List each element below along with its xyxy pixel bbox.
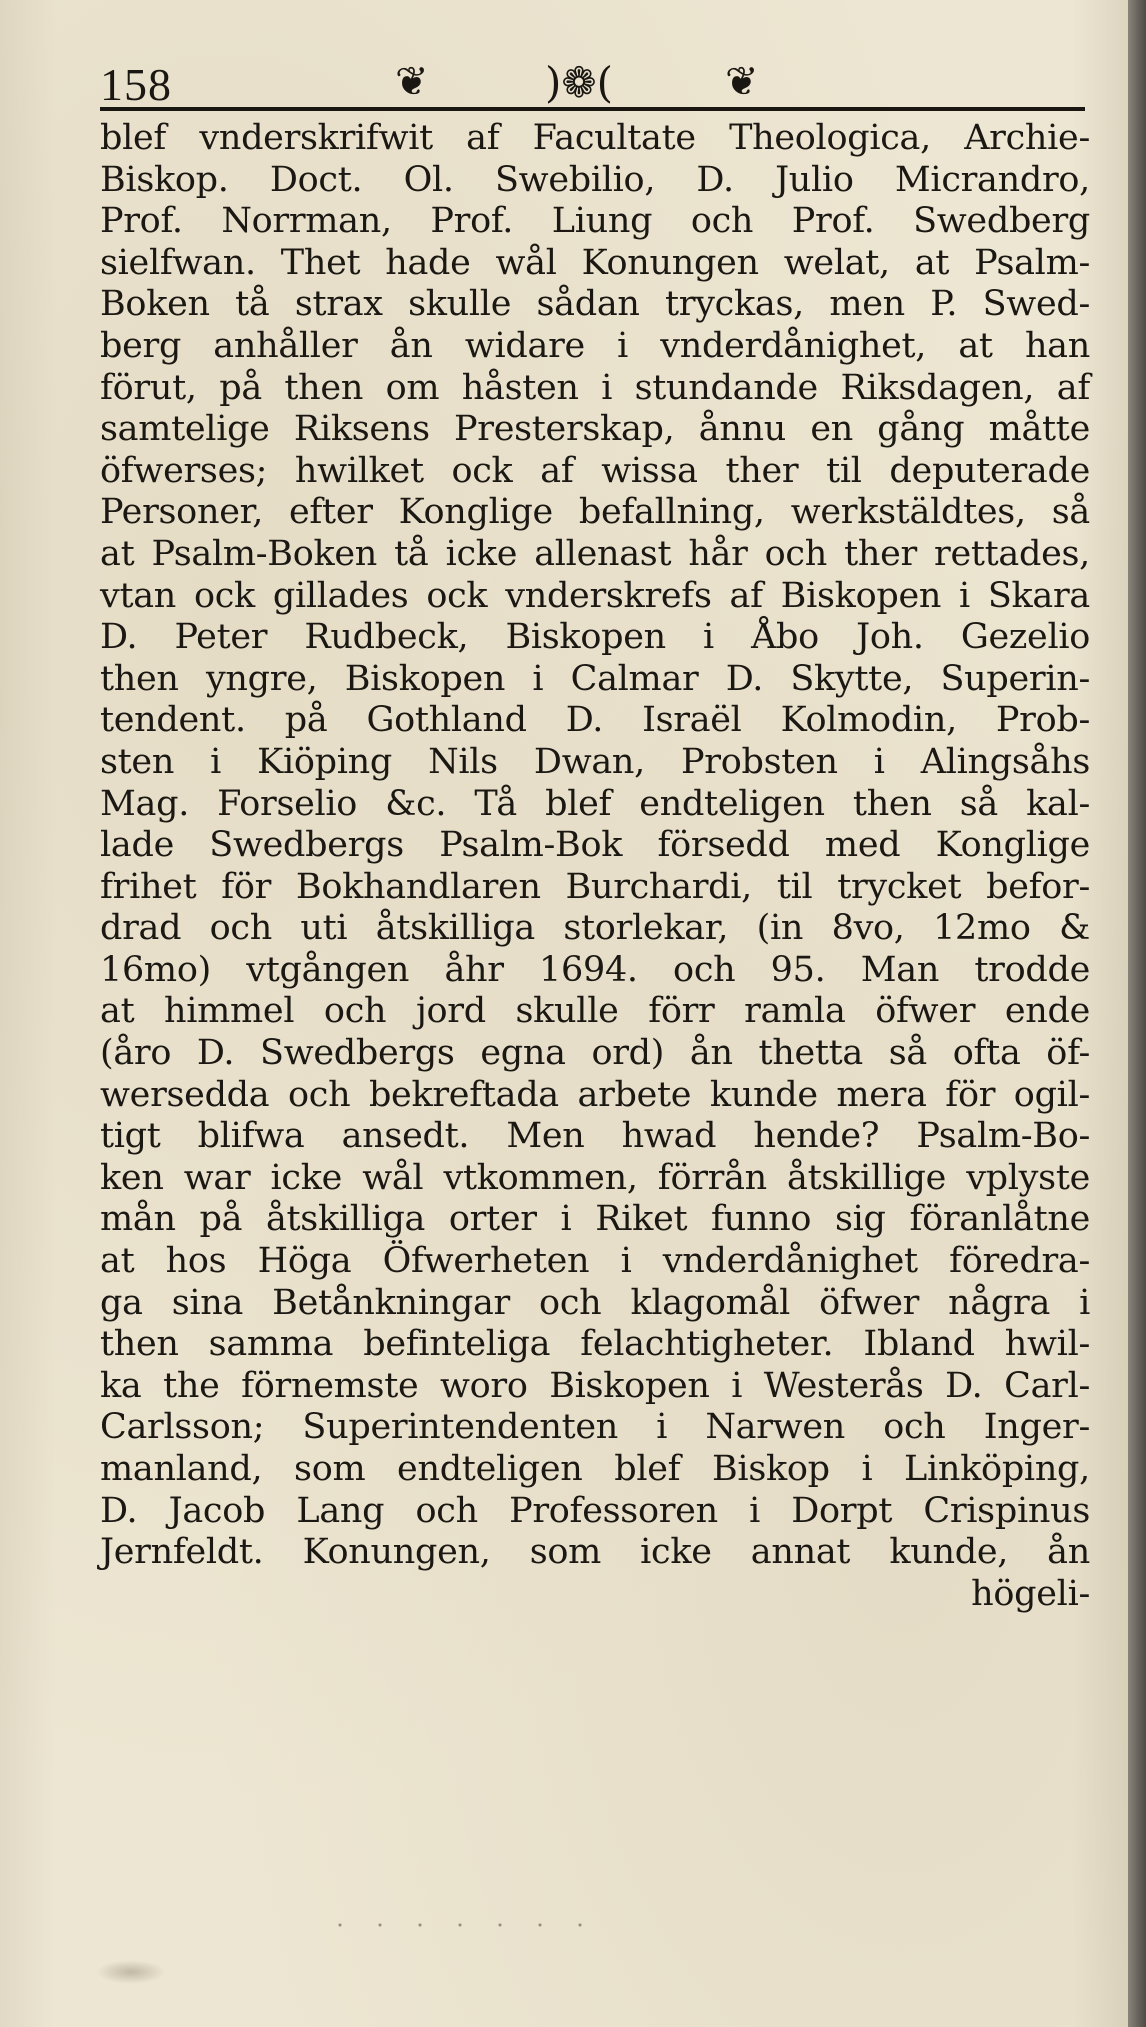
- text-line: at hos Höga Öfwerheten i vnderdånighet föredra-: [100, 1241, 1090, 1282]
- text-line: Boken tå strax skulle sådan tryckas, men P. Swed-: [100, 284, 1090, 325]
- text-line: then yngre, Biskopen i Calmar D. Skytte, Superin-: [100, 658, 1090, 699]
- ink-smudge: [96, 1960, 166, 1984]
- text-line: Carlsson; Superintendenten i Narwen och Inger-: [100, 1407, 1090, 1448]
- text-line: D. Jacob Lang och Professoren i Dorpt Crispinus: [100, 1490, 1090, 1531]
- text-line: lade Swedbergs Psalm-Bok försedd med Konglige: [100, 825, 1090, 866]
- text-line: Jernfeldt. Konungen, som icke annat kunde, ån: [100, 1532, 1090, 1573]
- text-line: berg anhåller ån widare i vnderdånighet, at han: [100, 325, 1090, 366]
- text-line: at Psalm-Boken tå icke allenast hår och ther rettades,: [100, 533, 1090, 574]
- text-line: (åro D. Swedbergs egna ord) ån thetta så ofta öf-: [100, 1033, 1090, 1074]
- text-line: blef vnderskrifwit af Facultate Theologica, Archie-: [100, 118, 1090, 158]
- text-line: Prof. Norrman, Prof. Liung och Prof. Swedberg: [100, 201, 1090, 242]
- text-line: ka the förnemste woro Biskopen i Westerås D. Carl-: [100, 1365, 1090, 1406]
- catchword: högeli-: [971, 1573, 1090, 1614]
- text-line: öfwerses; hwilket ock af wissa ther til deputerade: [100, 450, 1090, 491]
- text-line: D. Peter Rudbeck, Biskopen i Åbo Joh. Gezelio: [100, 617, 1090, 658]
- text-line: drad och uti åtskilliga storlekar, (in 8vo, 12mo &: [100, 908, 1090, 949]
- text-line: frihet för Bokhandlaren Burchardi, til trycket befor-: [100, 866, 1090, 907]
- text-line: Biskop. Doct. Ol. Swebilio, D. Julio Micrandro,: [100, 159, 1090, 200]
- text-line: tigt blifwa ansedt. Men hwad hende? Psalm-Bo-: [100, 1116, 1090, 1157]
- text-line: förut, på then om håsten i stundande Riksdagen, af: [100, 367, 1090, 408]
- ornament-right-icon: ❦: [725, 59, 759, 105]
- ornament-center-icon: )❁(: [545, 58, 613, 107]
- text-line: ken war icke wål vtkommen, förrån åtskillige vplyste: [100, 1157, 1090, 1198]
- text-line: sielfwan. Thet hade wål Konungen welat, at Psalm-: [100, 242, 1090, 283]
- ornament-left-icon: ❦: [395, 59, 429, 105]
- text-line: vtan ock gillades ock vnderskrefs af Biskopen i Skara: [100, 575, 1090, 616]
- text-line: ga sina Betånkningar och klagomål öfwer några i: [100, 1282, 1090, 1323]
- text-line: Mag. Forselio &c. Tå blef endteligen then så kal-: [100, 783, 1090, 824]
- text-line: wersedda och bekreftada arbete kunde mera för ogil-: [100, 1074, 1090, 1115]
- text-line: samtelige Riksens Presterskap, ånnu en gång måtte: [100, 409, 1090, 450]
- page-number: 158: [100, 59, 172, 110]
- text-line: sten i Kiöping Nils Dwan, Probsten i Alingsåhs: [100, 741, 1090, 782]
- print-specks: [320, 1920, 600, 1930]
- body-text: [100, 118, 1090, 1615]
- header-rule: [100, 107, 1085, 111]
- book-edge: [1128, 0, 1146, 2027]
- text-line: then samma befinteliga felachtigheter. Ibland hwil-: [100, 1324, 1090, 1365]
- text-line: 16mo) vtgången åhr 1694. och 95. Man trodde: [100, 949, 1090, 990]
- text-line: at himmel och jord skulle förr ramla öfwer ende: [100, 991, 1090, 1032]
- text-line: mån på åtskilliga orter i Riket funno sig föranlåtne: [100, 1199, 1090, 1240]
- text-line: tendent. på Gothland D. Israël Kolmodin, Prob-: [100, 700, 1090, 741]
- text-line: manland, som endteligen blef Biskop i Linköping,: [100, 1449, 1090, 1489]
- page-header: [100, 40, 1085, 110]
- text-line: Personer, efter Konglige befallning, werkstäldtes, så: [100, 492, 1090, 533]
